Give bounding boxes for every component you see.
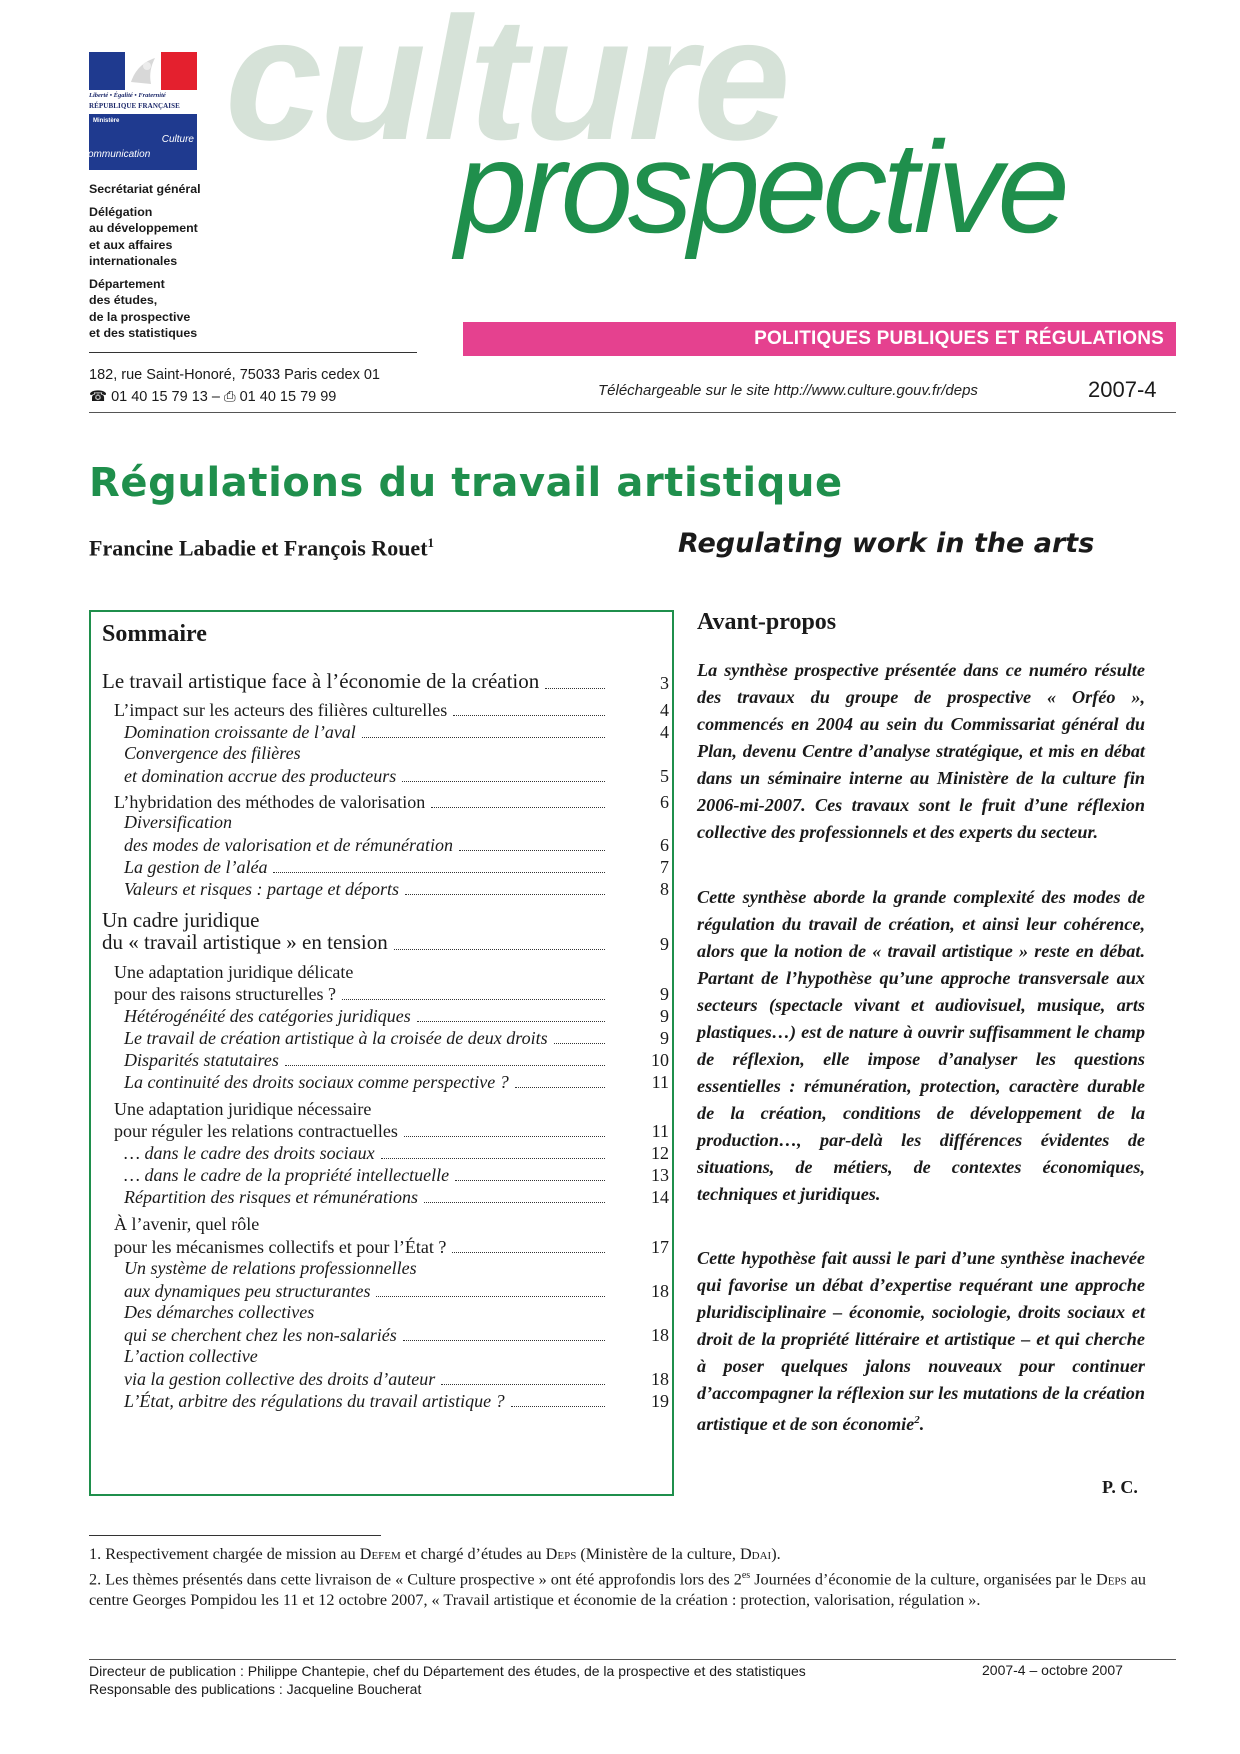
toc-entry-label: Diversification: [124, 812, 232, 832]
toc-page-number: 9: [660, 1006, 669, 1026]
footnote-ref[interactable]: 1: [427, 535, 435, 550]
toc-leader: [441, 1384, 605, 1385]
toc-leader: [453, 715, 605, 716]
toc-entry[interactable]: [124, 1027, 611, 1049]
toc-entry-label: Convergence des filières: [124, 743, 301, 763]
republic-label: RÉPUBLIQUE FRANÇAISE: [89, 102, 180, 110]
authors-names: Francine Labadie et François Rouet: [89, 535, 428, 561]
dept-line: de la prospective: [89, 309, 191, 324]
toc-leader: [402, 781, 605, 782]
toc-leader: [417, 1021, 605, 1022]
toc-entry[interactable]: [114, 1236, 611, 1258]
toc-entry[interactable]: [124, 1390, 611, 1412]
toc-entry-label: … dans le cadre de la propriété intellectuelle: [124, 1165, 450, 1185]
toc-leader: [515, 1087, 605, 1088]
toc-entry-label: À l’avenir, quel rôle: [114, 1214, 260, 1234]
footnote-text: ).: [771, 1545, 781, 1563]
toc-entry-label: et domination accrue des producteurs: [124, 766, 397, 786]
toc-entry-label: qui se cherchent chez les non-salariés: [124, 1325, 397, 1345]
address: 182, rue Saint-Honoré, 75033 Paris cedex 01: [89, 367, 380, 383]
toc-leader: [405, 894, 605, 895]
authors: [89, 535, 434, 561]
issue-number: 2007-4: [1088, 377, 1157, 402]
footnote-text: et chargé d’études au: [400, 1545, 546, 1563]
toc-page-number: 4: [660, 700, 669, 720]
footnote-text: Journées d’économie de la culture, organisées par le: [750, 1570, 1096, 1589]
foreword-title: Avant-propos: [697, 609, 837, 635]
toc-entry[interactable]: [124, 1049, 611, 1071]
toc-entry-label: La gestion de l’aléa: [124, 857, 268, 877]
toc-entry[interactable]: [124, 1368, 611, 1390]
toc-leader: [452, 1252, 605, 1253]
foreword-paragraph: La synthèse prospective présentée dans ce numéro résulte des travaux du groupe de prospective « Orféo », commencés en 2004 au sein du Commissariat général du Plan, devenu Centre d’analyse stratégique, et mis en débat dans un séminaire interne au Ministère de la culture fin 2006-mi-2007. Ces travaux sont le fruit d’une réflexion collective des professionnels et des experts du secteur.: [697, 660, 1145, 842]
toc-leader: [431, 807, 605, 808]
toc-page-number: 12: [651, 1143, 669, 1163]
toc-leader: [285, 1065, 605, 1066]
toc-leader: [545, 688, 605, 689]
foreword-paragraph: [697, 1245, 1145, 1438]
toc-page-number: 11: [651, 1072, 669, 1092]
footnote-text: 1. Respectivement chargée de mission au: [89, 1545, 360, 1563]
footnote-ref[interactable]: 2: [914, 1414, 920, 1426]
toc-page-number: 18: [651, 1325, 669, 1345]
publication-responsible: Responsable des publications : Jacqueline Boucherat: [89, 1681, 422, 1697]
toc-entry-label: L’État, arbitre des régulations du travail artistique ?: [124, 1391, 505, 1411]
department-block: [89, 181, 239, 348]
dept-line: Secrétariat général: [89, 182, 201, 196]
toc-entry-label: Disparités statutaires: [124, 1050, 279, 1070]
foreword-paragraph: Cette synthèse aborde la grande complexité des modes de régulation du travail de création, et ainsi leur cohérence, alors que la notion de « travail artistique » reste en débat. Partant de l’hypothèse qu’une approche transversale aux secteurs (spectacle vivant et audiovisuel, musique, arts plastiques…) est de nature à ouvrir suffisamment le champ de réflexion, elle impose d’analyser les questions essentielles : rémunération, protection, caractère durable de la création, conditions de développement de la production…, par-delà les différences évidentes de situations, de métiers, de contextes économiques, techniques et juridiques.: [697, 887, 1145, 1204]
footnote-abbr: Defem: [359, 1545, 401, 1563]
toc-entry-label: des modes de valorisation et de rémunération: [124, 835, 453, 855]
dept-line: Délégation: [89, 204, 153, 219]
toc-page-number: 4: [660, 722, 669, 742]
phone-fax: ☎ 01 40 15 79 13 – ⎙ 01 40 15 79 99: [89, 389, 337, 405]
footnote-abbr: Deps: [1096, 1570, 1127, 1589]
toc-entry-label: Valeurs et risques : partage et déports: [124, 879, 399, 899]
toc-page-number: 3: [660, 673, 669, 693]
toc-leader: [342, 999, 605, 1000]
toc-page-number: 19: [651, 1391, 669, 1411]
toc-page-number: 11: [651, 1121, 669, 1141]
toc-page-number: 13: [651, 1165, 669, 1185]
toc-entry-label: … dans le cadre des droits sociaux: [124, 1143, 375, 1163]
toc-entry[interactable]: [114, 983, 611, 1005]
toc-entry-label: Répartition des risques et rémunérations: [124, 1187, 418, 1207]
footnote-sup: es: [741, 1570, 751, 1581]
toc-entry[interactable]: [124, 765, 611, 787]
address-block: [89, 364, 380, 408]
download-link[interactable]: Téléchargeable sur le site http://www.culture.gouv.fr/deps: [598, 382, 978, 399]
toc-page-number: 18: [651, 1281, 669, 1301]
signature: P. C.: [1102, 1477, 1138, 1497]
toc-page-number: 9: [660, 984, 669, 1004]
toc-leader: [362, 737, 605, 738]
toc-page-number: 18: [651, 1369, 669, 1389]
toc-leader: [273, 872, 605, 873]
divider: [89, 352, 417, 353]
toc-leader: [511, 1406, 605, 1407]
toc-entry[interactable]: [102, 930, 611, 955]
toc-entry[interactable]: [124, 834, 611, 856]
toc-entry-label: L’hybridation des méthodes de valorisation: [114, 792, 426, 812]
series-label: POLITIQUES PUBLIQUES ET RÉGULATIONS: [754, 328, 1164, 349]
table-of-contents: [89, 610, 674, 1496]
footer-date: 2007-4 – octobre 2007: [982, 1662, 1123, 1678]
toc-title: Sommaire: [102, 621, 207, 647]
toc-entry-label: pour les mécanismes collectifs et pour l’État ?: [114, 1237, 447, 1257]
masthead-prospective: prospective: [455, 114, 1065, 260]
toc-page-number: 9: [660, 1028, 669, 1048]
masthead-culture: culture: [225, 0, 788, 177]
toc-page-number: 7: [660, 857, 669, 877]
publication-director: Directeur de publication : Philippe Chantepie, chef du Département des études, de la prospective et des statistiques: [89, 1663, 806, 1679]
footnotes: [89, 1544, 1146, 1611]
toc-entry[interactable]: [102, 669, 611, 694]
dept-line: des études,: [89, 293, 158, 307]
dept-line: et aux affaires: [89, 237, 173, 252]
page-title: Régulations du travail artistique: [89, 460, 843, 506]
toc-entry[interactable]: [124, 1164, 611, 1186]
toc-entry[interactable]: [124, 1071, 611, 1093]
ministry-label: Ministère: [93, 118, 120, 124]
toc-entry[interactable]: [124, 1142, 611, 1164]
dept-line: et des statistiques: [89, 326, 198, 340]
toc-entry[interactable]: [114, 699, 611, 721]
toc-entry-label: aux dynamiques peu structurantes: [124, 1281, 371, 1301]
footnote-2: [89, 1565, 1146, 1611]
toc-entry-label: Domination croissante de l’aval: [124, 722, 356, 742]
dept-line: internationales: [89, 254, 178, 268]
toc-leader: [459, 850, 605, 851]
series-banner: [463, 322, 1176, 356]
toc-entry[interactable]: [124, 878, 611, 900]
footer-divider: [89, 1659, 1176, 1660]
toc-entry-label: via la gestion collective des droits d’auteur: [124, 1369, 436, 1389]
toc-entry[interactable]: [114, 1120, 611, 1142]
toc-page-number: 6: [660, 835, 669, 855]
toc-page-number: 9: [660, 934, 669, 954]
toc-entry-label: pour réguler les relations contractuelles: [114, 1121, 398, 1141]
toc-entry[interactable]: [124, 1005, 611, 1027]
communication-label: communication: [83, 149, 151, 160]
toc-entry[interactable]: [124, 1186, 611, 1208]
toc-leader: [455, 1180, 605, 1181]
toc-entry-label: Une adaptation juridique délicate: [114, 962, 354, 982]
toc-leader: [381, 1158, 605, 1159]
toc-entry-label: Des démarches collectives: [124, 1302, 315, 1322]
flag-icon: [89, 52, 197, 90]
toc-entry-label: Un système de relations professionnelles: [124, 1258, 417, 1278]
toc-leader: [404, 1136, 605, 1137]
toc-page-number: 6: [660, 792, 669, 812]
toc-entry-label: Le travail de création artistique à la croisée de deux droits: [124, 1028, 548, 1048]
toc-page-number: 14: [651, 1187, 669, 1207]
toc-entry[interactable]: [124, 856, 611, 878]
toc-page-number: 8: [660, 879, 669, 899]
ministry-logo: [83, 52, 197, 170]
foreword-end: .: [919, 1414, 925, 1435]
toc-entry-label: L’impact sur les acteurs des filières culturelles: [114, 700, 448, 720]
toc-entry-label: Une adaptation juridique nécessaire: [114, 1099, 372, 1119]
footnote-1: [89, 1544, 1146, 1565]
toc-page-number: 5: [660, 766, 669, 786]
toc-entry-label: Le travail artistique face à l’économie de la création: [102, 669, 540, 693]
divider: [89, 412, 1176, 413]
english-title: Regulating work in the arts: [678, 528, 1095, 559]
toc-leader: [554, 1043, 605, 1044]
toc-entry-label: L’action collective: [124, 1346, 258, 1366]
dept-line: au développement: [89, 221, 198, 235]
toc-entry[interactable]: [124, 1324, 611, 1346]
toc-leader: [376, 1296, 605, 1297]
footnote-divider: [89, 1535, 381, 1536]
toc-leader: [403, 1340, 605, 1341]
toc-entry[interactable]: [114, 791, 611, 813]
motto: Liberté • Égalité • Fraternité: [89, 92, 166, 99]
toc-leader: [394, 949, 605, 950]
toc-entry-label: Un cadre juridique: [102, 908, 260, 932]
footnote-text: 2. Les thèmes présentés dans cette livraison de « Culture prospective » ont été approfondis lors des 2: [89, 1570, 742, 1589]
foreword-text: Cette hypothèse fait aussi le pari d’une synthèse inachevée qui favorise un débat d’expertise requérant une approche pluridisciplinaire – économie, sociologie, droits sociaux et droit de la propriété littéraire et artistique – et qui cherche à poser quelques jalons nouveaux pour continuer d’accompagner la réflexion sur les mutations de la création artistique et de son économie: [697, 1248, 1145, 1435]
toc-entry-label: La continuité des droits sociaux comme perspective ?: [124, 1072, 509, 1092]
footnote-abbr: Deps: [545, 1545, 577, 1563]
toc-page-number: 17: [651, 1237, 669, 1257]
toc-entry-label: Hétérogénéité des catégories juridiques: [124, 1006, 411, 1026]
dept-line: Département: [89, 276, 165, 291]
toc-entry-label: du « travail artistique » en tension: [102, 930, 388, 954]
footnote-text: au centre Georges Pompidou les 11 et 12 octobre 2007, « Travail artistique et économie de la création : protection, valorisation, régulation ».: [89, 1570, 1146, 1610]
toc-page-number: 10: [651, 1050, 669, 1070]
culture-label: Culture: [161, 134, 194, 145]
footnote-text: (Ministère de la culture,: [576, 1545, 740, 1563]
toc-entry[interactable]: [124, 721, 611, 743]
toc-entry-label: pour des raisons structurelles ?: [114, 984, 336, 1004]
toc-entry[interactable]: [124, 1280, 611, 1302]
toc-leader: [424, 1202, 605, 1203]
footnote-abbr: Ddai: [739, 1545, 772, 1563]
